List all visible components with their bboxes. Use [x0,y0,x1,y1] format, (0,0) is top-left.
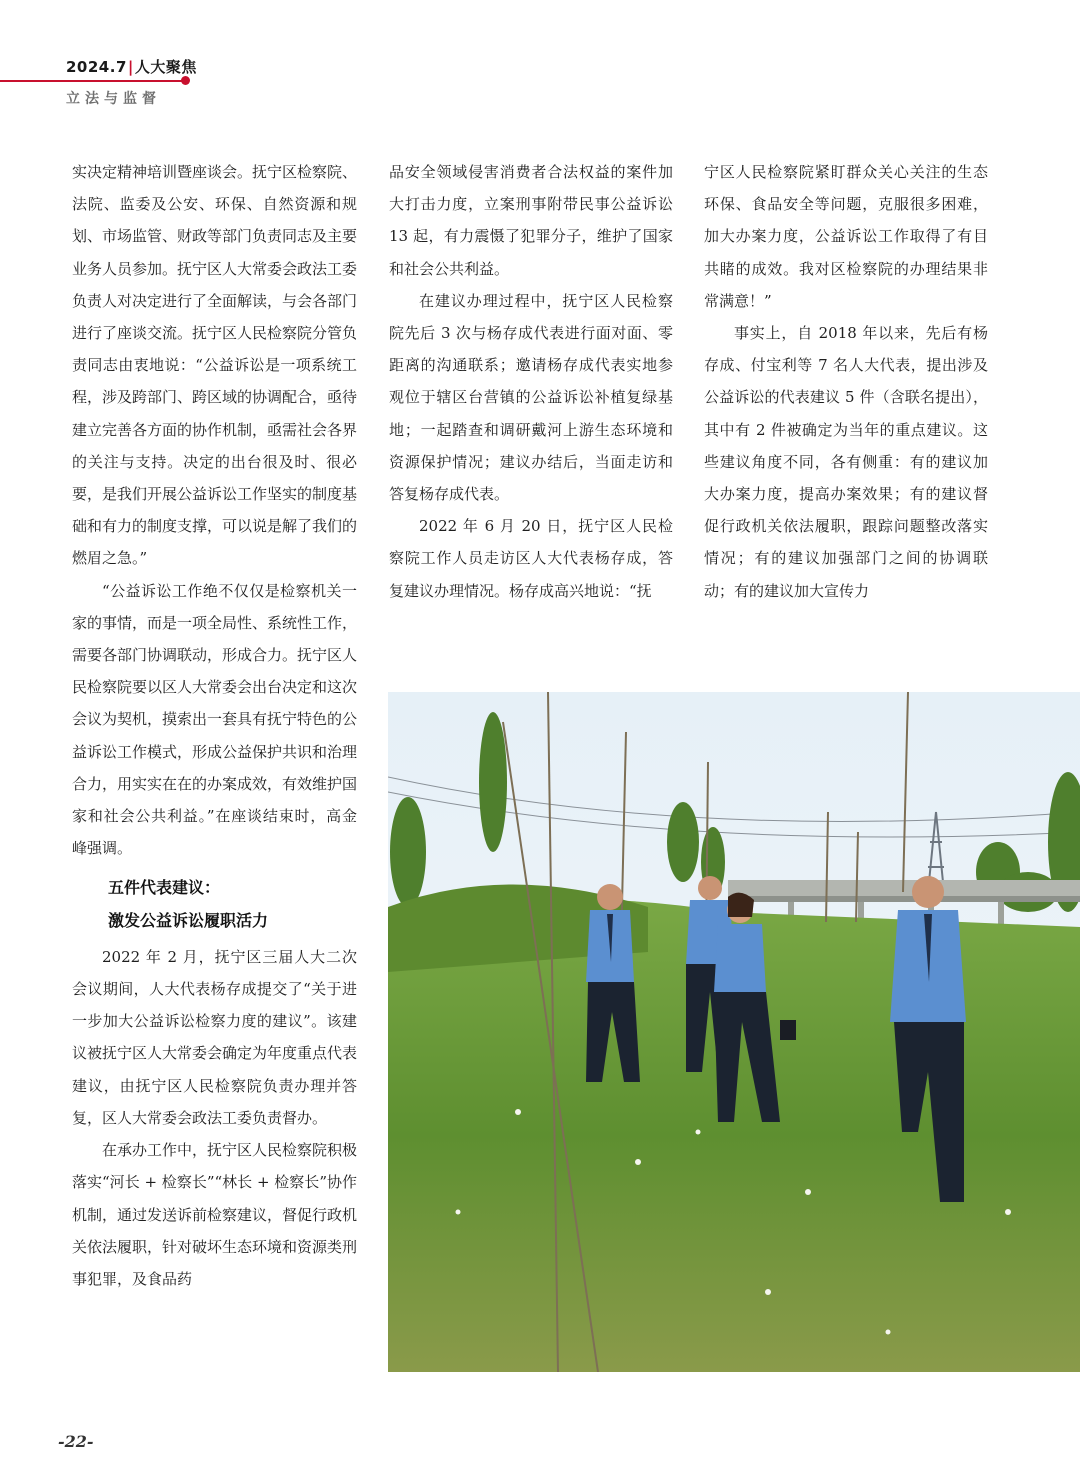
issue-date: 2024.7 [66,58,127,76]
article-paragraph: 在建议办理过程中，抚宁区人民检察院先后 3 次与杨存成代表进行面对面、零距离的沟通联系；邀请杨存成代表实地参观位于辖区台营镇的公益诉讼补植复绿基地；一起踏查和调研戴河上游生态环境和资源保护情况；建议办结后，当面走访和答复杨存成代表。 [389,291,673,504]
photo-illustration [388,692,1080,1372]
article-paragraph: 事实上，自 2018 年以来，先后有杨存成、付宝利等 7 名人大代表，提出涉及公益诉讼的代表建议 5 件（含联名提出），其中有 2 件被确定为当年的重点建议。这些建议角度不同，各有侧重：有的建议加大办案力度，提高办案效果；有的建议督促行政机关依法履职，跟踪问题整改落实情况；有的建议加强部门之间的协调联动；有的建议加大宣传力 [704,324,988,600]
header-rule-dot [181,76,190,85]
notebook-icon [780,1020,796,1040]
masthead [0,52,200,112]
article-column-2 [389,156,673,607]
header-rule [0,80,184,82]
overpass-shadow [728,896,1080,902]
article-column-3 [704,156,988,607]
page-number: -22- [58,1432,94,1451]
article-paragraph: “公益诉讼工作绝不仅仅是检察机关一家的事情，而是一项全局性、系统性工作，需要各部门协调联动，形成合力。抚宁区人民检察院要以区人大常委会出台决定和这次会议为契机，摸索出一套具有抚宁特色的公益诉讼工作模式，形成公益保护共识和治理合力，用实实在在的办案成效，有效维护国家和社会公共利益。”在座谈结束时，高金峰强调。 [72,581,358,858]
article-paragraph: 2022 年 6 月 20 日，抚宁区人民检察院工作人员走访区人大代表杨存成，答复建议办理情况。杨存成高兴地说：“抚 [389,517,673,600]
article-photo [388,692,1080,1372]
magazine-title: 人大聚焦 [134,58,197,76]
section-subheading: 五件代表建议： [108,878,221,898]
issue-label [66,56,197,77]
article-paragraph: 实决定精神培训暨座谈会。抚宁区检察院、法院、监委及公安、环保、自然资源和规划、市场监管、财政等部门负责同志及主要业务人员参加。抚宁区人大常委会政法工委负责人对决定进行了全面解读，与会各部门进行了座谈交流。抚宁区人民检察院分管负责同志由衷地说：“公益诉讼是一项系统工程，涉及跨部门、跨区域的协调配合，亟待建立完善各方面的协作机制，亟需社会各界的关注与支持。决定的出台很及时、很必要，是我们开展公益诉讼工作坚实的制度基础和有力的制度支撑，可以说是解了我们的燃眉之急。” [72,163,358,568]
article-paragraph: 2022 年 2 月，抚宁区三届人大二次会议期间，人大代表杨存成提交了“关于进一步加大公益诉讼检察力度的建议”。该建议被抚宁区人大常委会确定为年度重点代表建议，由抚宁区人民检察院负责办理并答复，区人大常委会政法工委负责督办。 [72,947,358,1127]
article-paragraph: 品安全领域侵害消费者合法权益的案件加大打击力度，立案刑事附带民事公益诉讼 13 起，有力震慑了犯罪分子，维护了国家和社会公共利益。 [389,163,673,278]
section-subheading: 激发公益诉讼履职活力 [108,910,269,930]
article-paragraph: 宁区人民检察院紧盯群众关心关注的生态环保、食品安全等问题，克服很多困难，加大办案力度，公益诉讼工作取得了有目共睹的成效。我对区检察院的办理结果非常满意！” [704,163,988,310]
article-paragraph: 在承办工作中，抚宁区人民检察院积极落实“河长 + 检察长”“林长 + 检察长”协作机制，通过发送诉前检察建议，督促行政机关依法履职，针对破坏生态环境和资源类刑事犯罪，及食品药 [72,1141,358,1288]
article-column-1 [72,156,357,1295]
issue-separator: | [127,58,134,76]
section-title: 立法与监督 [66,91,161,107]
